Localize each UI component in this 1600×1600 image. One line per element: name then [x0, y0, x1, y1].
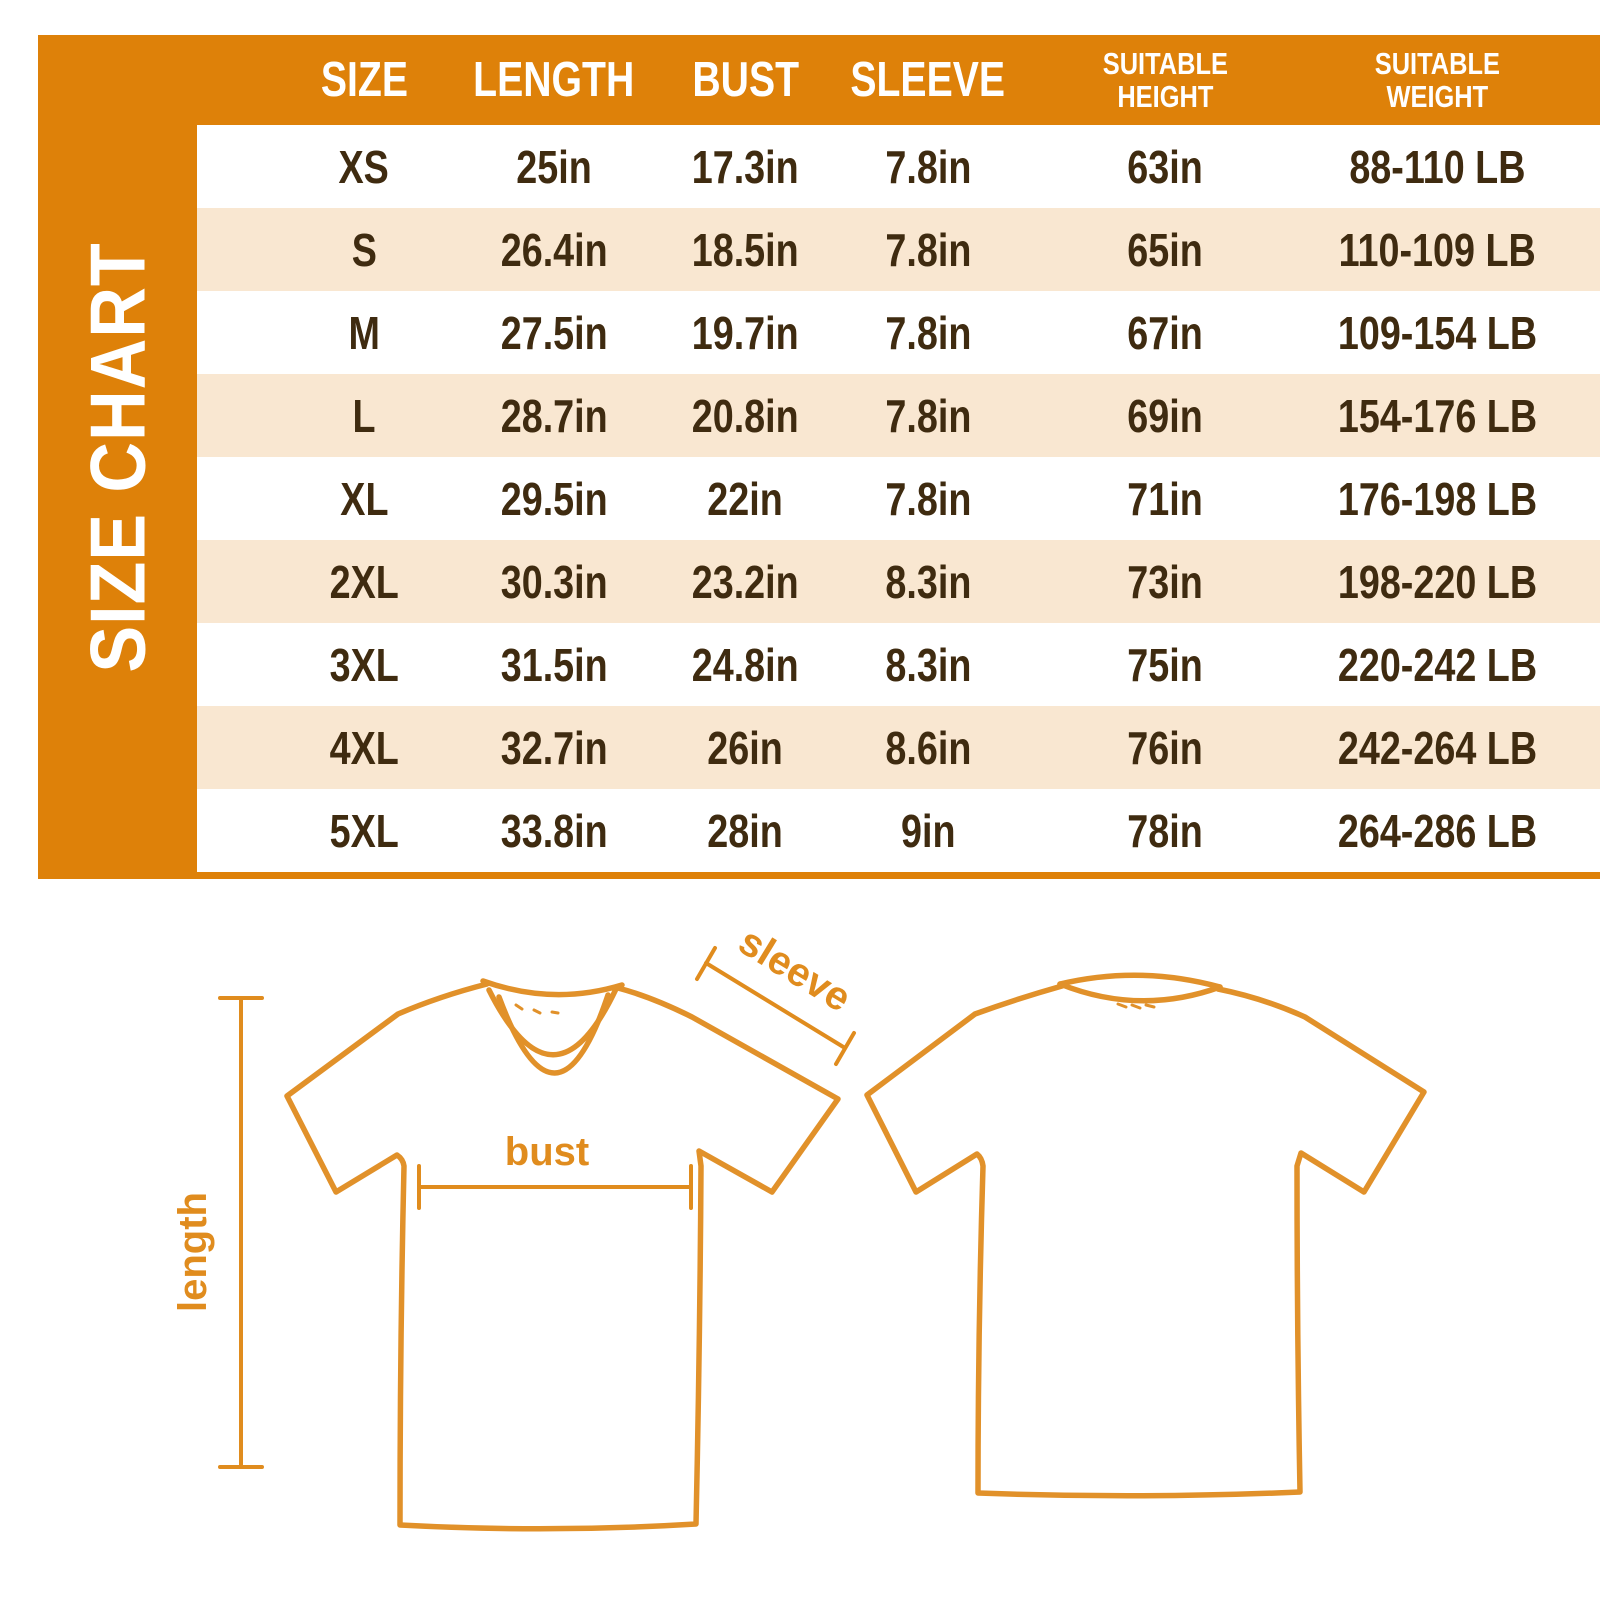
title-band	[38, 35, 197, 879]
cell-sleeve: 7.8in	[885, 389, 971, 442]
header-cell-suitable-height: SUITABLE HEIGHT	[1102, 45, 1229, 114]
header-cell-length: LENGTH	[473, 53, 635, 107]
cell-height: 63in	[1127, 140, 1204, 193]
cell-sleeve: 8.3in	[885, 555, 971, 608]
cell-sleeve: 8.6in	[885, 721, 971, 774]
cell-size: XL	[339, 472, 389, 525]
cell-weight: 176-198 LB	[1337, 472, 1538, 525]
cell-size: L	[352, 389, 376, 442]
table-row	[197, 208, 1600, 291]
table-row	[197, 457, 1600, 540]
size-chart-panel	[38, 35, 1600, 879]
cell-length: 28.7in	[500, 389, 608, 442]
cell-size: 2XL	[329, 555, 399, 608]
cell-height: 65in	[1127, 223, 1204, 276]
table-row	[197, 706, 1600, 789]
cell-bust: 26in	[707, 721, 784, 774]
cell-weight: 109-154 LB	[1337, 306, 1538, 359]
cell-length: 27.5in	[500, 306, 608, 359]
cell-length: 31.5in	[500, 638, 608, 691]
cell-height: 75in	[1127, 638, 1204, 691]
size-chart-title: SIZE CHART	[73, 241, 161, 673]
cell-size: M	[348, 306, 380, 359]
cell-height: 71in	[1127, 472, 1204, 525]
cell-bust: 24.8in	[692, 638, 799, 691]
table-row	[197, 540, 1600, 623]
table-row	[197, 374, 1600, 457]
cell-height: 67in	[1127, 306, 1204, 359]
cell-sleeve: 9in	[900, 804, 956, 857]
cell-size: 5XL	[329, 804, 399, 857]
length-label: length	[171, 1192, 215, 1312]
cell-length: 32.7in	[500, 721, 608, 774]
table-row	[197, 125, 1600, 208]
tshirt-back-drawing	[867, 975, 1424, 1496]
table-row	[197, 789, 1600, 872]
cell-size: S	[351, 223, 377, 276]
cell-weight: 264-286 LB	[1337, 804, 1538, 857]
cell-sleeve: 7.8in	[885, 472, 971, 525]
cell-length: 25in	[516, 140, 592, 193]
table-row	[197, 291, 1600, 374]
cell-sleeve: 7.8in	[885, 140, 971, 193]
cell-size: 3XL	[329, 638, 399, 691]
table-body	[197, 125, 1600, 872]
cell-sleeve: 8.3in	[885, 638, 971, 691]
tshirt-front-drawing	[287, 981, 838, 1529]
cell-weight: 154-176 LB	[1337, 389, 1538, 442]
cell-weight: 220-242 LB	[1337, 638, 1538, 691]
cell-height: 76in	[1127, 721, 1204, 774]
cell-size: XS	[338, 140, 390, 193]
cell-height: 78in	[1127, 804, 1204, 857]
header-cell-sleeve: SLEEVE	[850, 53, 1006, 107]
cell-weight: 88-110 LB	[1349, 140, 1526, 193]
cell-length: 33.8in	[500, 804, 608, 857]
header-cell-bust: BUST	[692, 53, 799, 107]
cell-sleeve: 7.8in	[885, 223, 971, 276]
cell-weight: 110-109 LB	[1338, 223, 1537, 276]
cell-height: 73in	[1127, 555, 1204, 608]
cell-bust: 19.7in	[692, 306, 799, 359]
table-header-row	[197, 35, 1600, 125]
cell-bust: 28in	[707, 804, 784, 857]
cell-bust: 18.5in	[692, 223, 799, 276]
header-cell-suitable-weight: SUITABLE WEIGHT	[1374, 45, 1501, 114]
bust-label: bust	[504, 1130, 590, 1174]
cell-bust: 17.3in	[692, 140, 799, 193]
cell-bust: 22in	[707, 472, 784, 525]
cell-bust: 20.8in	[692, 389, 799, 442]
sleeve-label: sleeve	[731, 919, 859, 1021]
cell-size: 4XL	[329, 721, 399, 774]
cell-weight: 242-264 LB	[1337, 721, 1538, 774]
length-measure-line	[220, 998, 262, 1467]
header-cell-size: SIZE	[320, 53, 408, 107]
cell-length: 29.5in	[500, 472, 608, 525]
cell-length: 30.3in	[500, 555, 608, 608]
cell-bust: 23.2in	[692, 555, 799, 608]
cell-height: 69in	[1127, 389, 1204, 442]
cell-length: 26.4in	[500, 223, 608, 276]
measurement-diagram	[0, 880, 1600, 1600]
table-row	[197, 623, 1600, 706]
cell-sleeve: 7.8in	[885, 306, 971, 359]
cell-weight: 198-220 LB	[1337, 555, 1538, 608]
